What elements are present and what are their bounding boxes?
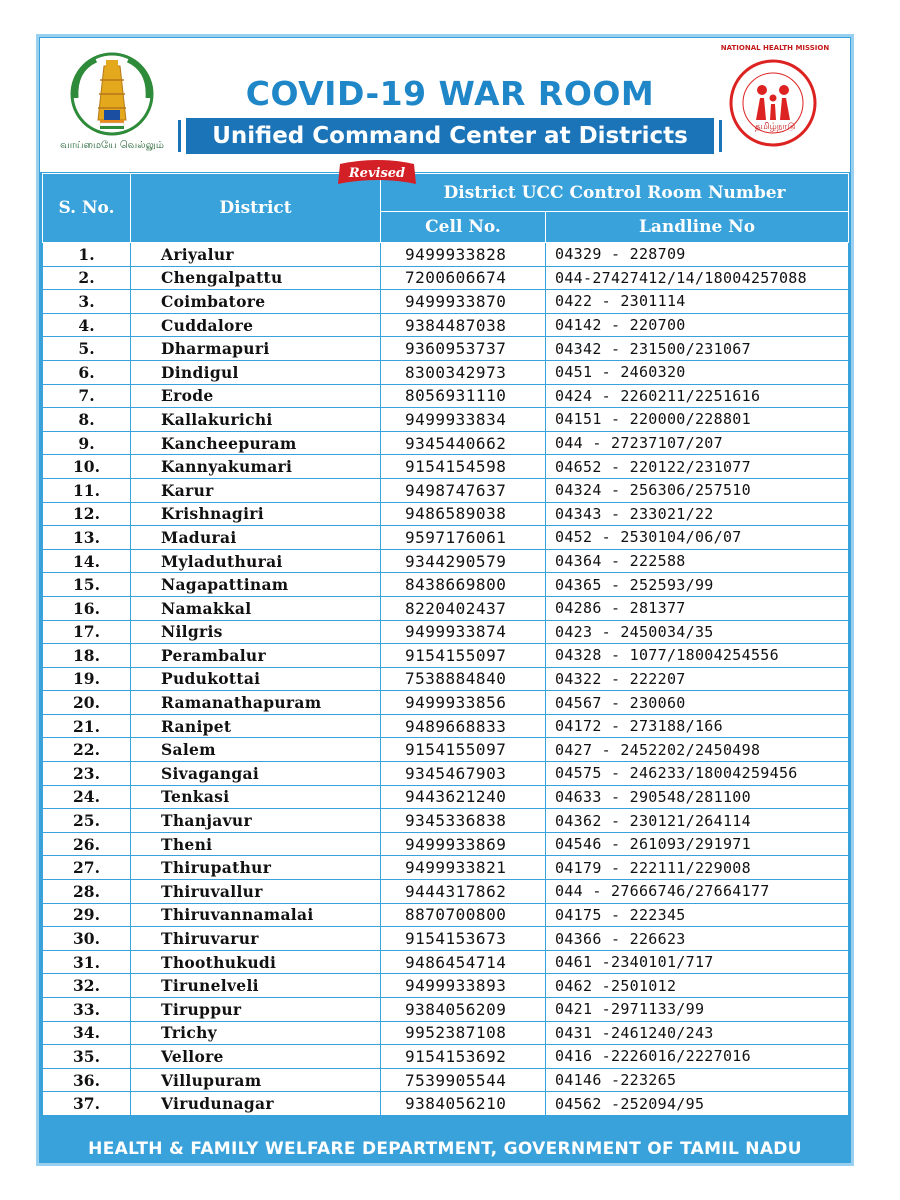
row-landline-number: 0452 - 2530104/06/07 — [546, 526, 849, 550]
row-cell-number: 8870700800 — [381, 903, 546, 927]
table-row — [43, 596, 849, 620]
row-landline-number: 0416 -2226016/2227016 — [546, 1045, 849, 1069]
row-cell-number: 9499933828 — [381, 243, 546, 267]
table-row — [43, 620, 849, 644]
row-cell-number: 8220402437 — [381, 596, 546, 620]
emblem-caption: வாய்மையே வெல்லும் — [60, 140, 164, 151]
table-row — [43, 478, 849, 502]
row-landline-number: 04286 - 281377 — [546, 596, 849, 620]
header-cell: Cell No. — [381, 212, 546, 243]
nhm-caption: தமிழ்நாடு — [754, 122, 796, 132]
row-sno: 27. — [43, 856, 131, 880]
row-cell-number: 9499933874 — [381, 620, 546, 644]
row-district: Nilgris — [131, 620, 381, 644]
row-district: Kancheepuram — [131, 431, 381, 455]
table-row — [43, 903, 849, 927]
row-landline-number: 04575 - 246233/18004259456 — [546, 762, 849, 786]
row-district: Thirupathur — [131, 856, 381, 880]
row-landline-number: 0421 -2971133/99 — [546, 998, 849, 1022]
row-district: Dharmapuri — [131, 337, 381, 361]
table-row — [43, 431, 849, 455]
table-row — [43, 526, 849, 550]
row-cell-number: 9499933870 — [381, 290, 546, 314]
row-district: Tenkasi — [131, 785, 381, 809]
row-district: Tirunelveli — [131, 974, 381, 998]
row-landline-number: 04343 - 233021/22 — [546, 502, 849, 526]
table-row — [43, 1068, 849, 1092]
row-sno: 15. — [43, 573, 131, 597]
row-landline-number: 04567 - 230060 — [546, 691, 849, 715]
table-row — [43, 573, 849, 597]
row-cell-number: 9345440662 — [381, 431, 546, 455]
row-district: Vellore — [131, 1045, 381, 1069]
control-room-table — [42, 173, 849, 1116]
row-cell-number: 9499933893 — [381, 974, 546, 998]
table-row — [43, 644, 849, 668]
row-sno: 35. — [43, 1045, 131, 1069]
row-cell-number: 8438669800 — [381, 573, 546, 597]
row-landline-number: 04366 - 226623 — [546, 927, 849, 951]
table-row — [43, 384, 849, 408]
table-row — [43, 832, 849, 856]
row-cell-number: 9443621240 — [381, 785, 546, 809]
row-landline-number: 04329 - 228709 — [546, 243, 849, 267]
row-sno: 21. — [43, 714, 131, 738]
table-row — [43, 927, 849, 951]
row-cell-number: 7539905544 — [381, 1068, 546, 1092]
row-district: Karur — [131, 478, 381, 502]
table-row — [43, 880, 849, 904]
row-sno: 31. — [43, 950, 131, 974]
table-row — [43, 714, 849, 738]
row-cell-number: 9952387108 — [381, 1021, 546, 1045]
row-cell-number: 9499933856 — [381, 691, 546, 715]
row-sno: 30. — [43, 927, 131, 951]
row-cell-number: 9444317862 — [381, 880, 546, 904]
table-row — [43, 549, 849, 573]
table-row — [43, 974, 849, 998]
national-health-mission-logo-icon — [728, 58, 818, 148]
table-row — [43, 809, 849, 833]
row-district: Thiruvallur — [131, 880, 381, 904]
row-sno: 36. — [43, 1068, 131, 1092]
row-cell-number: 8056931110 — [381, 384, 546, 408]
row-district: Sivagangai — [131, 762, 381, 786]
table-row — [43, 1021, 849, 1045]
row-sno: 25. — [43, 809, 131, 833]
row-cell-number: 7538884840 — [381, 667, 546, 691]
row-district: Dindigul — [131, 360, 381, 384]
row-district: Madurai — [131, 526, 381, 550]
row-sno: 6. — [43, 360, 131, 384]
row-sno: 8. — [43, 408, 131, 432]
row-sno: 7. — [43, 384, 131, 408]
row-district: Ramanathapuram — [131, 691, 381, 715]
row-landline-number: 04562 -252094/95 — [546, 1092, 849, 1116]
row-district: Villupuram — [131, 1068, 381, 1092]
row-district: Thiruvannamalai — [131, 903, 381, 927]
row-landline-number: 0424 - 2260211/2251616 — [546, 384, 849, 408]
control-room-table-container — [42, 173, 848, 1116]
table-row — [43, 998, 849, 1022]
table-row — [43, 762, 849, 786]
row-sno: 28. — [43, 880, 131, 904]
row-sno: 9. — [43, 431, 131, 455]
row-cell-number: 9360953737 — [381, 337, 546, 361]
row-sno: 18. — [43, 644, 131, 668]
row-cell-number: 9154155097 — [381, 644, 546, 668]
table-row — [43, 337, 849, 361]
table-row — [43, 290, 849, 314]
row-landline-number: 04175 - 222345 — [546, 903, 849, 927]
row-sno: 19. — [43, 667, 131, 691]
row-landline-number: 04179 - 222111/229008 — [546, 856, 849, 880]
row-district: Namakkal — [131, 596, 381, 620]
header-landline: Landline No — [546, 212, 849, 243]
row-sno: 33. — [43, 998, 131, 1022]
row-cell-number: 9384487038 — [381, 313, 546, 337]
row-district: Ranipet — [131, 714, 381, 738]
table-row — [43, 266, 849, 290]
row-landline-number: 044 - 27666746/27664177 — [546, 880, 849, 904]
row-district: Perambalur — [131, 644, 381, 668]
row-sno: 3. — [43, 290, 131, 314]
row-cell-number: 9499933821 — [381, 856, 546, 880]
row-sno: 24. — [43, 785, 131, 809]
row-landline-number: 04324 - 256306/257510 — [546, 478, 849, 502]
row-sno: 14. — [43, 549, 131, 573]
row-landline-number: 04364 - 222588 — [546, 549, 849, 573]
row-cell-number: 9345336838 — [381, 809, 546, 833]
header-sno: S. No. — [43, 174, 131, 243]
table-row — [43, 691, 849, 715]
row-sno: 4. — [43, 313, 131, 337]
row-sno: 34. — [43, 1021, 131, 1045]
row-landline-number: 04652 - 220122/231077 — [546, 455, 849, 479]
row-sno: 12. — [43, 502, 131, 526]
row-landline-number: 0427 - 2452202/2450498 — [546, 738, 849, 762]
row-cell-number: 9344290579 — [381, 549, 546, 573]
footer-department: HEALTH & FAMILY WELFARE DEPARTMENT, GOVERNMENT OF TAMIL NADU — [88, 1139, 802, 1159]
page-subtitle: Unified Command Center at Districts — [186, 118, 714, 154]
row-sno: 5. — [43, 337, 131, 361]
nhm-label: NATIONAL HEALTH MISSION — [720, 44, 830, 52]
row-landline-number: 0461 -2340101/717 — [546, 950, 849, 974]
row-landline-number: 04342 - 231500/231067 — [546, 337, 849, 361]
row-cell-number: 9597176061 — [381, 526, 546, 550]
row-landline-number: 04633 - 290548/281100 — [546, 785, 849, 809]
row-landline-number: 04322 - 222207 — [546, 667, 849, 691]
revised-badge — [334, 158, 420, 190]
row-landline-number: 0431 -2461240/243 — [546, 1021, 849, 1045]
row-cell-number: 8300342973 — [381, 360, 546, 384]
row-sno: 29. — [43, 903, 131, 927]
table-row — [43, 1092, 849, 1116]
row-cell-number: 9384056210 — [381, 1092, 546, 1116]
row-district: Pudukottai — [131, 667, 381, 691]
row-sno: 23. — [43, 762, 131, 786]
row-district: Krishnagiri — [131, 502, 381, 526]
header-ucc-group: District UCC Control Room Number — [381, 174, 849, 212]
row-landline-number: 04546 - 261093/291971 — [546, 832, 849, 856]
row-district: Coimbatore — [131, 290, 381, 314]
row-sno: 26. — [43, 832, 131, 856]
row-sno: 22. — [43, 738, 131, 762]
row-district: Kallakurichi — [131, 408, 381, 432]
row-district: Nagapattinam — [131, 573, 381, 597]
row-landline-number: 0462 -2501012 — [546, 974, 849, 998]
table-row — [43, 738, 849, 762]
header-district: District — [131, 174, 381, 243]
row-district: Thanjavur — [131, 809, 381, 833]
row-landline-number: 044 - 27237107/207 — [546, 431, 849, 455]
row-district: Thiruvarur — [131, 927, 381, 951]
row-district: Chengalpattu — [131, 266, 381, 290]
row-cell-number: 9384056209 — [381, 998, 546, 1022]
table-row — [43, 856, 849, 880]
row-sno: 2. — [43, 266, 131, 290]
row-cell-number: 9154154598 — [381, 455, 546, 479]
row-district: Myladuthurai — [131, 549, 381, 573]
row-district: Cuddalore — [131, 313, 381, 337]
row-cell-number: 9499933869 — [381, 832, 546, 856]
row-district: Ariyalur — [131, 243, 381, 267]
table-row — [43, 455, 849, 479]
row-landline-number: 0422 - 2301114 — [546, 290, 849, 314]
row-sno: 20. — [43, 691, 131, 715]
tamil-nadu-emblem-icon — [62, 50, 162, 142]
row-district: Thoothukudi — [131, 950, 381, 974]
row-landline-number: 0451 - 2460320 — [546, 360, 849, 384]
row-landline-number: 04362 - 230121/264114 — [546, 809, 849, 833]
row-landline-number: 04365 - 252593/99 — [546, 573, 849, 597]
table-row — [43, 785, 849, 809]
row-district: Virudunagar — [131, 1092, 381, 1116]
row-cell-number: 9154155097 — [381, 738, 546, 762]
row-landline-number: 04146 -223265 — [546, 1068, 849, 1092]
row-district: Trichy — [131, 1021, 381, 1045]
row-cell-number: 9154153673 — [381, 927, 546, 951]
row-sno: 17. — [43, 620, 131, 644]
row-landline-number: 04328 - 1077/18004254556 — [546, 644, 849, 668]
row-district: Salem — [131, 738, 381, 762]
table-row — [43, 243, 849, 267]
row-district: Tiruppur — [131, 998, 381, 1022]
row-cell-number: 9489668833 — [381, 714, 546, 738]
row-sno: 37. — [43, 1092, 131, 1116]
row-landline-number: 0423 - 2450034/35 — [546, 620, 849, 644]
row-cell-number: 9499933834 — [381, 408, 546, 432]
row-landline-number: 04142 - 220700 — [546, 313, 849, 337]
row-sno: 32. — [43, 974, 131, 998]
page-title: COVID-19 WAR ROOM — [245, 74, 655, 113]
row-cell-number: 9486589038 — [381, 502, 546, 526]
table-row — [43, 408, 849, 432]
row-sno: 10. — [43, 455, 131, 479]
row-district: Erode — [131, 384, 381, 408]
table-row — [43, 313, 849, 337]
row-sno: 11. — [43, 478, 131, 502]
table-row — [43, 950, 849, 974]
row-landline-number: 04151 - 220000/228801 — [546, 408, 849, 432]
row-district: Theni — [131, 832, 381, 856]
row-cell-number: 9486454714 — [381, 950, 546, 974]
table-row — [43, 1045, 849, 1069]
row-cell-number: 9345467903 — [381, 762, 546, 786]
row-sno: 1. — [43, 243, 131, 267]
revised-badge-label: Revised — [348, 166, 406, 181]
table-row — [43, 502, 849, 526]
row-landline-number: 044-27427412/14/18004257088 — [546, 266, 849, 290]
row-sno: 13. — [43, 526, 131, 550]
row-cell-number: 9154153692 — [381, 1045, 546, 1069]
row-landline-number: 04172 - 273188/166 — [546, 714, 849, 738]
table-row — [43, 360, 849, 384]
row-cell-number: 9498747637 — [381, 478, 546, 502]
row-sno: 16. — [43, 596, 131, 620]
row-cell-number: 7200606674 — [381, 266, 546, 290]
row-district: Kannyakumari — [131, 455, 381, 479]
table-row — [43, 667, 849, 691]
